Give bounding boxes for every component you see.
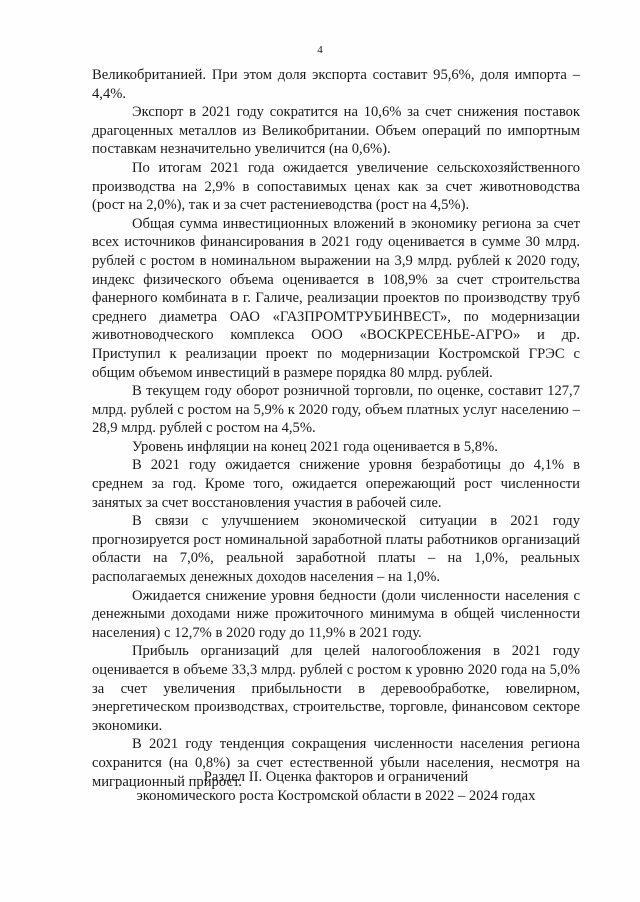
paragraph-profit: Прибыль организаций для целей налогообложения в 2021 году оценивается в объеме 33,3 млрд. рублей с ростом к уровню 2020 года на 5,0% за счет увеличения прибыльности в деревообработке, ювелирном, энергетическом производствах, строительстве, торговле, финансовом секторе экономики. (92, 643, 580, 734)
section-heading-line1: Раздел II. Оценка факторов и ограничений (203, 769, 469, 785)
paragraph-export-share: Великобританией. При этом доля экспорта составит 95,6%, доля импорта – 4,4%. (92, 67, 580, 102)
section-heading-line2: экономического роста Костромской области в 2022 – 2024 годах (136, 787, 536, 804)
section-heading (92, 768, 580, 805)
paragraph-wages: В связи с улучшением экономической ситуации в 2021 году прогнозируется рост номинальной заработной платы работников организаций области на 7,0%, реальной заработной платы – на 1,0%, реальных располагаемых денежных доходов населения – на 1,0%. (92, 513, 580, 586)
paragraph-export-decline: Экспорт в 2021 году сократится на 10,6% за счет снижения поставок драгоценных металлов из Великобритании. Объем операций по импортным поставкам незначительно увеличится (на 0,6%). (92, 104, 580, 158)
paragraph-poverty: Ожидается снижение уровня бедности (доли численности населения с денежными доходами ниже прожиточного минимума в общей численности населения) с 12,7% в 2020 году до 11,9% в 2021 году. (92, 587, 580, 641)
paragraph-inflation: Уровень инфляции на конец 2021 года оценивается в 5,8%. (132, 438, 498, 455)
paragraph-investments: Общая сумма инвестиционных вложений в экономику региона за счет всех источников финансирования в 2021 году оценивается в сумме 30 млрд. рублей с ростом в номинальном выражении на 3,9 млрд. рублей к 2020 году, индекс физического объема оценивается в 108,9% за счет строительства фанерного комбината в г. Галиче, реализации проектов по производству труб среднего диаметра ОАО «ГАЗПРОМТРУБИНВЕСТ», по модернизации животноводческого комплекса ООО «ВОСКРЕСЕНЬЕ-АГРО» и др. Приступил к реализации проект по модернизации Костромской ГРЭС с общим объемом инвестиций в размере порядка 80 млрд. рублей. (92, 215, 580, 381)
page-number: 4 (317, 44, 323, 56)
paragraph-retail-trade: В текущем году оборот розничной торговли, по оценке, составит 127,7 млрд. рублей с ростом на 5,9% к 2020 году, объем платных услуг населению – 28,9 млрд. рублей с ростом на 4,5%. (92, 383, 580, 437)
paragraph-population: В 2021 году тенденция сокращения численности населения региона сохранится (на 0,8%) за счет естественной убыли населения, несмотря на миграционный прирост. (92, 736, 580, 790)
paragraph-unemployment: В 2021 году ожидается снижение уровня безработицы до 4,1% в среднем за год. Кроме того, ожидается опережающий рост численности занятых за счет восстановления участия в рабочей силе. (92, 457, 580, 511)
paragraph-agriculture: По итогам 2021 года ожидается увеличение сельскохозяйственного производства на 2,9% в сопоставимых ценах как за счет животноводства (рост на 2,0%), так и за счет растениеводства (рост на 4,5%). (92, 159, 580, 214)
body-text (92, 66, 580, 791)
